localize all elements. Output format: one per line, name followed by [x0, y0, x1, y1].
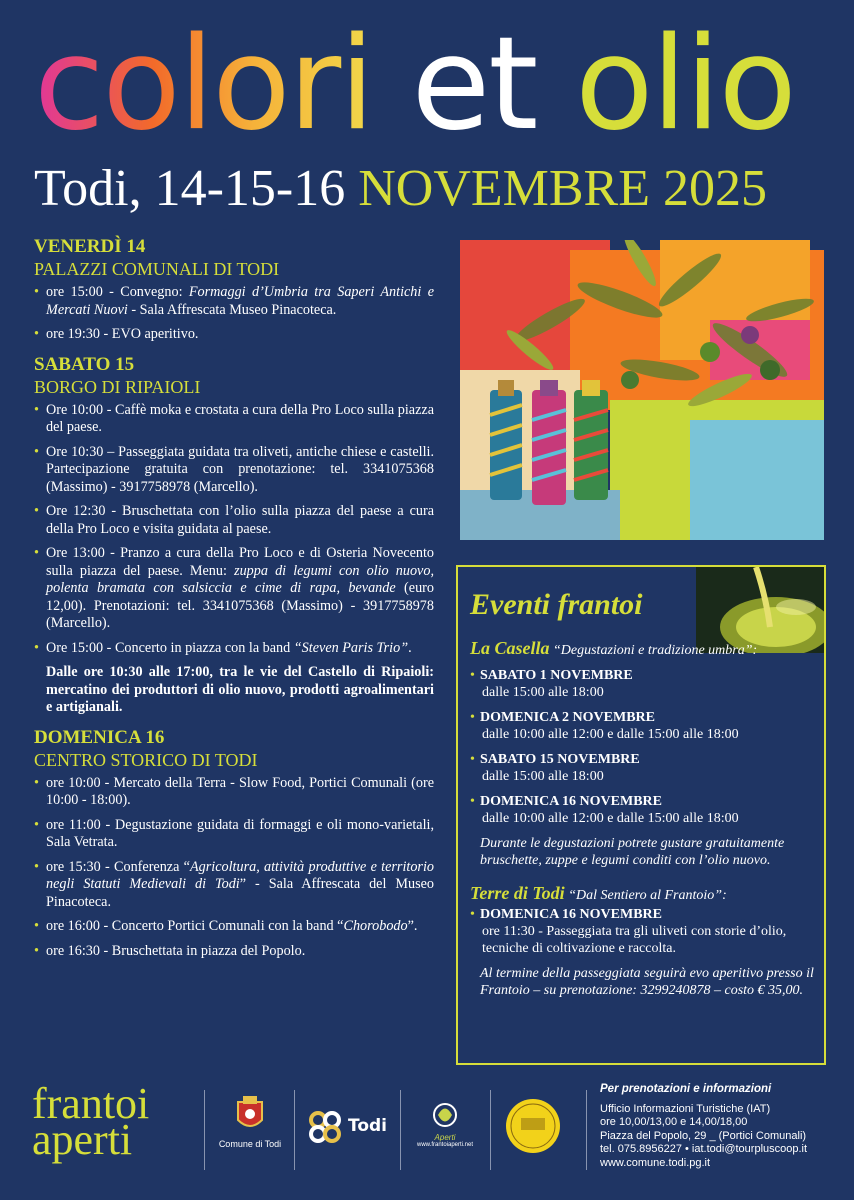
bullet-icon: • — [34, 774, 39, 791]
contact-info — [600, 1083, 850, 1170]
aperti-label: Aperti — [434, 1133, 456, 1142]
item-text: ore 15:00 - Convegno: — [46, 284, 189, 300]
event-time: dalle 15:00 alle 18:00 — [482, 769, 604, 784]
item-italic: Agricoltura, attività produttive e territorio negli Statuti Medievali di Todi — [46, 858, 434, 892]
bullet-icon: • — [470, 668, 475, 683]
program-item — [34, 775, 434, 810]
item-text-after: (euro 12,00). Prenotazioni: tel. 3341075368 (Massimo) - 3917758978 (Marcello). — [46, 580, 434, 631]
event-date: SABATO 1 NOVEMBRE — [480, 668, 633, 683]
olive-bottles-artwork — [460, 240, 824, 540]
item-text-after: . — [408, 639, 412, 656]
casella-note: Durante le degustazioni potrete gustare gratuitamente bruschette, zuppe e legumi conditi con l’olio nuovo. — [480, 836, 785, 868]
program-item — [34, 402, 434, 437]
logo-line-aperti: aperti — [32, 1115, 133, 1164]
comune-label: Comune di Todi — [218, 1139, 282, 1149]
bullet-icon: • — [34, 942, 39, 959]
item-italic: “Steven Paris Trio” — [293, 639, 409, 656]
program-item — [34, 640, 434, 658]
footer-divider — [586, 1090, 587, 1170]
frantoi-aperti-logo — [32, 1079, 150, 1164]
item-text: ore 11:00 - Degustazione guidata di formaggi e oli mono-varietali, Sala Vetrata. — [46, 816, 434, 850]
day-heading-friday: VENERDÌ 14 — [34, 236, 146, 257]
frantoio-event — [470, 709, 818, 743]
bullet-icon: • — [34, 858, 39, 875]
venue-terre-subtitle: “Dal Sentiero al Frantoio”: — [568, 888, 727, 903]
item-text-after: ” - Sala Affrescata del Museo Pinacoteca. — [46, 876, 434, 910]
program-item — [34, 943, 434, 961]
bullet-icon: • — [470, 752, 475, 767]
venue-casella-subtitle: “Degustazioni e tradizione umbra”: — [553, 643, 758, 658]
bullet-icon: • — [34, 503, 39, 519]
todi-label: Todi — [348, 1116, 388, 1136]
program-item — [34, 859, 434, 912]
item-text-after: ”. — [407, 918, 418, 934]
bullet-icon: • — [34, 443, 39, 460]
program-item — [34, 503, 434, 538]
program-item — [34, 284, 434, 319]
program-item — [34, 545, 434, 633]
footer-divider — [294, 1090, 295, 1170]
contact-line: Piazza del Popolo, 29 _ (Portici Comunali) — [600, 1129, 807, 1142]
bullet-icon: • — [34, 545, 39, 561]
item-text: ore 19:30 - EVO aperitivo. — [46, 326, 199, 342]
bullet-icon: • — [470, 794, 475, 809]
title-word-colori: colori — [34, 10, 373, 159]
bullet-icon: • — [34, 816, 39, 833]
subtitle-month-year: NOVEMBRE 2025 — [358, 160, 768, 217]
bullet-icon: • — [470, 710, 475, 725]
place-heading-friday: PALAZZI COMUNALI DI TODI — [34, 259, 280, 279]
event-time: dalle 15:00 alle 18:00 — [482, 685, 604, 700]
contact-line: ore 10,00/13,00 e 14,00/18,00 — [600, 1116, 748, 1128]
item-italic: zuppa di legumi con olio nuovo, polenta bramata con salsiccia e cime di rapa, bevande — [46, 562, 434, 596]
frantoio-event — [470, 906, 818, 957]
event-time: ore 11:30 - Passeggiata tra gli uliveti con storie d’olio, tecniche di coltivazione e raccolta. — [482, 924, 787, 956]
program-item — [34, 918, 434, 936]
item-italic: Formaggi d’Umbria tra Saperi Antichi e Mercati Nuovi — [46, 284, 435, 318]
aperti-url: www.frantoiaperti.net — [416, 1142, 474, 1148]
aperti-drop-icon — [428, 1102, 462, 1128]
eventi-frantoi-content — [470, 640, 818, 999]
event-date: DOMENICA 16 NOVEMBRE — [480, 907, 663, 922]
item-text: Ore 15:00 - Concerto in piazza con la band — [46, 639, 294, 656]
contact-heading: Per prenotazioni e informazioni — [600, 1083, 772, 1095]
program-item — [34, 444, 434, 497]
item-text: Ore 10:00 - Caffè moka e crostata a cura della Pro Loco sulla piazza del paese. — [46, 401, 434, 435]
event-time: dalle 10:00 alle 12:00 e dalle 15:00 alle 18:00 — [482, 727, 739, 742]
frantoio-event — [470, 751, 818, 785]
item-italic: Chorobodo — [343, 918, 408, 934]
comune-logo — [214, 1096, 286, 1149]
title-word-olio: olio — [575, 10, 795, 159]
aperti-logo — [412, 1102, 478, 1148]
item-text: ore 16:00 - Concerto Portici Comunali con la band “ — [46, 918, 344, 934]
todi-knot-icon — [306, 1110, 344, 1144]
title-word-et: et — [411, 10, 537, 159]
item-text: ore 15:30 - Conferenza “ — [46, 858, 190, 875]
contact-line: tel. 075.8956227 • iat.todi@tourpluscoop.it — [600, 1143, 808, 1155]
place-heading-saturday: BORGO DI RIPAIOLI — [34, 376, 201, 397]
frantoio-event — [470, 793, 818, 827]
frantoi-umbria-badge-icon — [505, 1098, 561, 1154]
item-text: Ore 13:00 - Pranzo a cura della Pro Loco e di Osteria Novecento sulla piazza del paese. Menu: — [46, 545, 434, 579]
event-date: DOMENICA 16 NOVEMBRE — [480, 794, 663, 809]
bullet-icon: • — [34, 639, 39, 656]
event-date: DOMENICA 2 NOVEMBRE — [480, 710, 656, 725]
item-text: Ore 10:30 – Passeggiata guidata tra oliveti, antiche chiese e castelli. Partecipazione gratuita con prenotazione: tel. 3341075368 (Massimo) - 3917758978 (Marcello). — [46, 443, 434, 495]
place-heading-sunday: CENTRO STORICO DI TODI — [34, 749, 258, 770]
poster-subtitle — [34, 158, 834, 220]
terre-note: Al termine della passeggiata seguirà evo aperitivo presso il Frantoio – su prenotazione: 3299240878 – costo € 35,00. — [480, 966, 814, 998]
todi-logo — [306, 1110, 390, 1144]
footer-divider — [400, 1090, 401, 1170]
bullet-icon: • — [34, 401, 39, 418]
day-heading-sunday: DOMENICA 16 — [34, 726, 165, 748]
venue-terre-di-todi: Terre di Todi — [470, 883, 565, 903]
day-heading-saturday: SABATO 15 — [34, 353, 135, 375]
contact-line: Ufficio Informazioni Turistiche (IAT) — [600, 1102, 771, 1115]
bullet-icon: • — [34, 284, 39, 300]
bullet-icon: • — [34, 326, 39, 342]
bullet-icon: • — [470, 907, 475, 922]
bullet-icon: • — [34, 918, 39, 934]
contact-line: www.comune.todi.pg.it — [600, 1156, 711, 1169]
footer-divider — [204, 1090, 205, 1170]
venue-casella: La Casella — [470, 638, 550, 658]
eventi-frantoi-title: Eventi frantoi — [470, 588, 643, 621]
comune-crest-icon — [235, 1096, 265, 1134]
market-highlight: Dalle ore 10:30 alle 17:00, tra le vie del Castello di Ripaioli: mercatino dei produttori di olio nuovo, prodotti agroalimentari e artigianali. — [46, 664, 434, 715]
program-column — [34, 236, 434, 967]
item-text: Ore 12:30 - Bruschettata con l’olio sulla piazza del paese a cura della Pro Loco e visita guidata al paese. — [46, 503, 434, 537]
subtitle-city-dates: Todi, 14-15-16 — [34, 160, 346, 217]
footer-divider — [490, 1090, 491, 1170]
logo-line-frantoi: frantoi — [32, 1079, 150, 1128]
event-time: dalle 10:00 alle 12:00 e dalle 15:00 alle 18:00 — [482, 811, 739, 826]
event-date: SABATO 15 NOVEMBRE — [480, 752, 640, 767]
poster-title — [34, 10, 834, 160]
frantoio-event — [470, 667, 818, 701]
item-text: ore 16:30 - Bruschettata in piazza del Popolo. — [46, 942, 306, 959]
program-item — [34, 817, 434, 852]
item-text: ore 10:00 - Mercato della Terra - Slow Food, Portici Comunali (ore 10:00 - 18:00). — [46, 774, 434, 808]
item-text-after: - Sala Affrescata Museo Pinacoteca. — [127, 301, 337, 318]
program-item — [34, 326, 434, 344]
